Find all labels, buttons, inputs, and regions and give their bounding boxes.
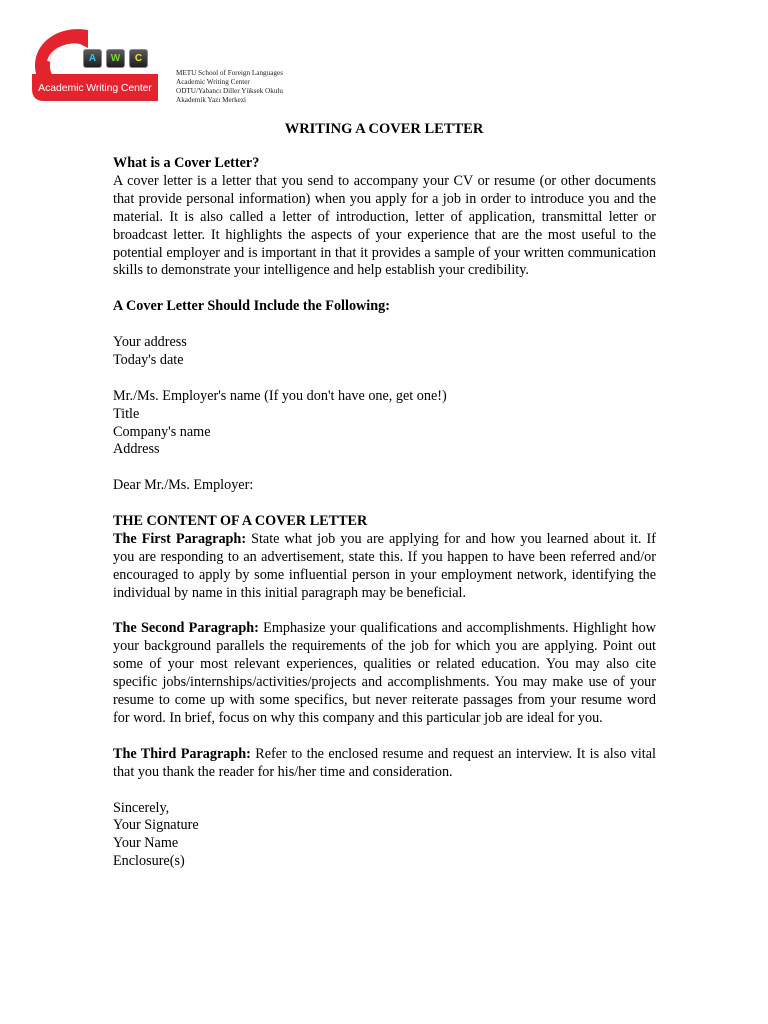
name-line: Your Name — [113, 835, 179, 852]
enclosure-line: Enclosure(s) — [113, 853, 185, 870]
company-name-line: Company's name — [113, 423, 211, 440]
org-info-line: Akademik Yazı Merkezi — [176, 96, 247, 105]
third-paragraph-label: The Third Paragraph: — [113, 745, 251, 762]
document-body — [113, 155, 656, 871]
employer-name-line: Mr./Ms. Employer's name (If you don't have one, get one!) — [113, 387, 447, 404]
document-title: WRITING A COVER LETTER — [284, 121, 484, 137]
closing-line: Sincerely, — [113, 799, 170, 816]
awc-logo — [30, 27, 160, 103]
second-paragraph-label: The Second Paragraph: — [113, 620, 259, 637]
company-address-line: Address — [113, 441, 160, 458]
signature-line: Your Signature — [113, 817, 199, 834]
salutation-line: Dear Mr./Ms. Employer: — [113, 477, 254, 494]
logo-key-c — [129, 49, 148, 68]
third-paragraph — [113, 746, 656, 782]
section-heading-content: THE CONTENT OF A COVER LETTER — [113, 513, 368, 530]
logo-key-a-letter: A — [88, 53, 97, 64]
employer-title-line: Title — [113, 405, 140, 422]
second-paragraph — [113, 620, 656, 727]
logo-key-w — [106, 49, 125, 68]
third-paragraph-text: Refer to the enclosed resume and request an interview. It is also vital that you thank the reader for his/her time and consideration. — [113, 745, 656, 780]
date-line: Today's date — [113, 351, 184, 368]
second-paragraph-text: Emphasize your qualifications and accomplishments. Highlight how your background parallels the requirements of the job for which you are applying. Point out some of your most relevant experiences, qualities or related education. You may also cite specific jobs/internships/activities/projects and accomplishments. You may make use of your resume to come up with some specifics, but never reiterate passages from your resume word for word. In brief, focus on why this company and this particular job are ideal for you. — [113, 620, 656, 726]
section-heading-include: A Cover Letter Should Include the Following: — [113, 298, 390, 315]
logo-key-c-letter: C — [134, 53, 143, 64]
org-info-line: Academic Writing Center — [176, 78, 250, 87]
logo-key-a — [83, 49, 102, 68]
org-info — [176, 69, 283, 105]
intro-paragraph: A cover letter is a letter that you send to accompany your CV or resume (or other documents that provide personal information) when you apply for a job in order to introduce you and the material. It is also called a letter of introduction, letter of application, transmittal letter or broadcast letter. It highlights the aspects of your experience that are the most useful to the potential employer and is important in that it provides a sample of your written communication skills to demonstrate your intelligence and help establish your credibility. — [113, 172, 656, 279]
org-info-line: METU School of Foreign Languages — [176, 69, 283, 77]
org-info-line: ODTU/Yabancı Diller Yüksek Okulu — [176, 87, 284, 96]
first-paragraph-label: The First Paragraph: — [113, 530, 247, 547]
logo-key-w-letter: W — [110, 53, 121, 64]
first-paragraph — [113, 531, 656, 603]
section-heading-what-is: What is a Cover Letter? — [113, 155, 260, 171]
address-line: Your address — [113, 334, 187, 351]
first-paragraph-text: State what job you are applying for and how you learned about it. If you are responding to an advertisement, state this. If you happen to have been referred and/or encouraged to apply by some influential person in your employment network, identifying the individual by name in this initial paragraph may be beneficial. — [113, 530, 656, 601]
logo-caption: Academic Writing Center — [38, 81, 152, 94]
